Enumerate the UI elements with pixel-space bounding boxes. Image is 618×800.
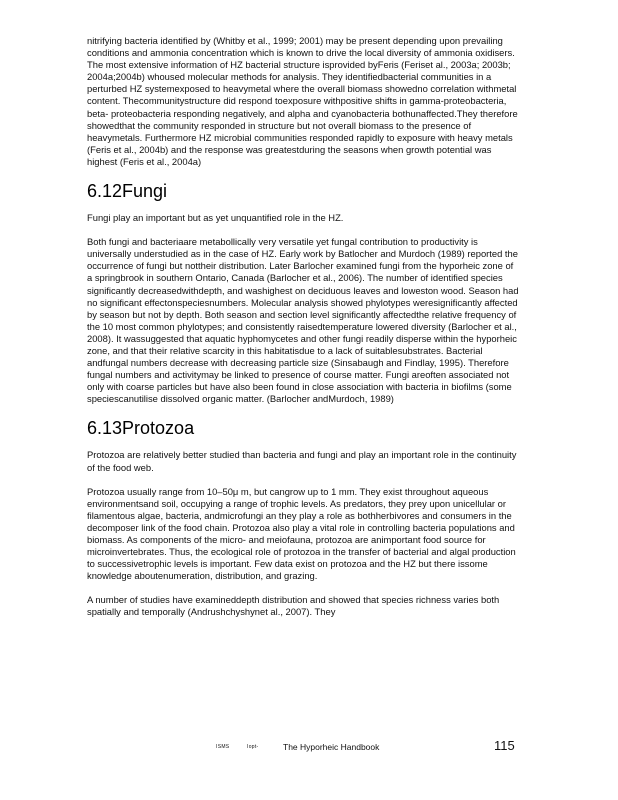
footer-mark: Iopt-	[247, 744, 259, 750]
protozoa-paragraph-3: A number of studies have examineddepth distribution and showed that species richness varies both spatially and temporally (Andrushchyshynet al., 2007). They	[87, 594, 500, 618]
footer-mark: ISMS	[216, 744, 230, 750]
section-heading-fungi: 6.12Fungi	[87, 181, 168, 202]
protozoa-paragraph-2: Protozoa usually range from 10–50μ m, but cangrow up to 1 mm. They exist throughout aqueous environmentsand soil, occupying a range of trophic levels. As predators, they prey upon unicellular or filamentous algae, bacteria, andmicrofungi an they play a role as bothherbivores and consumers in the decomposer link of the food chain. Protozoa also play a vital role in controlling bacteria populations and biomass. As components of the micro- and meiofauna, protozoa are animportant food source for microinvertebrates. Thus, the ecological role of protozoa in the transfer of bacterial and algal production to successivetrophic levels is important. Few data exist on protozoa and the HZ but there issome knowledge aboutenumeration, distribution, and grazing.	[87, 485, 516, 582]
intro-paragraph: nitrifying bacteria identified by (Whitby et al., 1999; 2001) may be present depending upon prevailing conditions and ammonia concentration which is known to drive the local diversity of ammonia oxidisers. The most extensive information of HZ bacterial structure isprovided byFeris (Feriset al., 2003a; 2003b; 2004a;2004b) whoused molecular methods for analysis. They identifiedbacterial communities in a perturbed HZ systemexposed to heavymetal where the overall biomass showedno correlation withmetal content. Thecommunitystructure did respond toexposure withpositive shifts in gamma-proteobacteria, beta- proteobacteria responding negatively, and alpha and cyanobacteria bothunaffected.They therefore showedthat the community responded in structure but not overall biomass to the presence of heavymetals. Furthermore HZ microbial communities responded rapidly to exposure with heavy metals (Feris et al., 2004b) and the response was greatestduring the seasons when growth potential was highest (Feris et al., 2004a)	[87, 35, 518, 167]
fungi-paragraph-2: Both fungi and bacteriaare metabollically very versatile yet fungal contribution to productivity is universally understudied as in the case of HZ. Early work by Batlocher and Murdoch (1989) reported the occurrence of fungi but nottheir distribution. Later Barlocher examined fungi from the hyporheic zone of a springbrook in southern Ontario, Canada (Barlocher et al., 2006). The number of identified species significantly decreasedwithdepth, and washighest on deciduous leaves and loweston wood. Season had no significant effectonspeciesnumbers. Molecular analysis showed phylotypes weresignificantly affected by season but not by depth. Both season and section level significantly affectedthe relative frequency of the 10 most common phylotypes; and consistently raisedtemperature lowered diversity (Barlocher et al., 2008). It wassuggested that aquatic hyphomycetes and other fungi readily disperse within the hyporheic zone, and that their relative scarcity in this habitatisdue to a lack of suitablesubstrates. Bacterial andfungal numbers decrease with decreasing particle size (Sinsabaugh and Findlay, 1995). Therefore fungal numbers and activitymay be linked to presence of course matter. Fungi areoften associated not only with coarse particles but have also been found in close association with bacteria in biofilms (some speciescanutilise dissolved organic matter. (Barlocher andMurdoch, 1989)	[87, 236, 519, 405]
footer-book-title: The Hyporheic Handbook	[283, 742, 380, 752]
page-number: 115	[494, 738, 515, 753]
fungi-paragraph-1: Fungi play an important but as yet unquantified role in the HZ.	[87, 212, 344, 224]
section-heading-protozoa: 6.13Protozoa	[87, 418, 195, 439]
page-content	[87, 35, 521, 631]
protozoa-paragraph-1: Protozoa are relatively better studied than bacteria and fungi and play an important role in the continuity of the food web.	[87, 449, 517, 473]
page-footer	[0, 738, 618, 758]
